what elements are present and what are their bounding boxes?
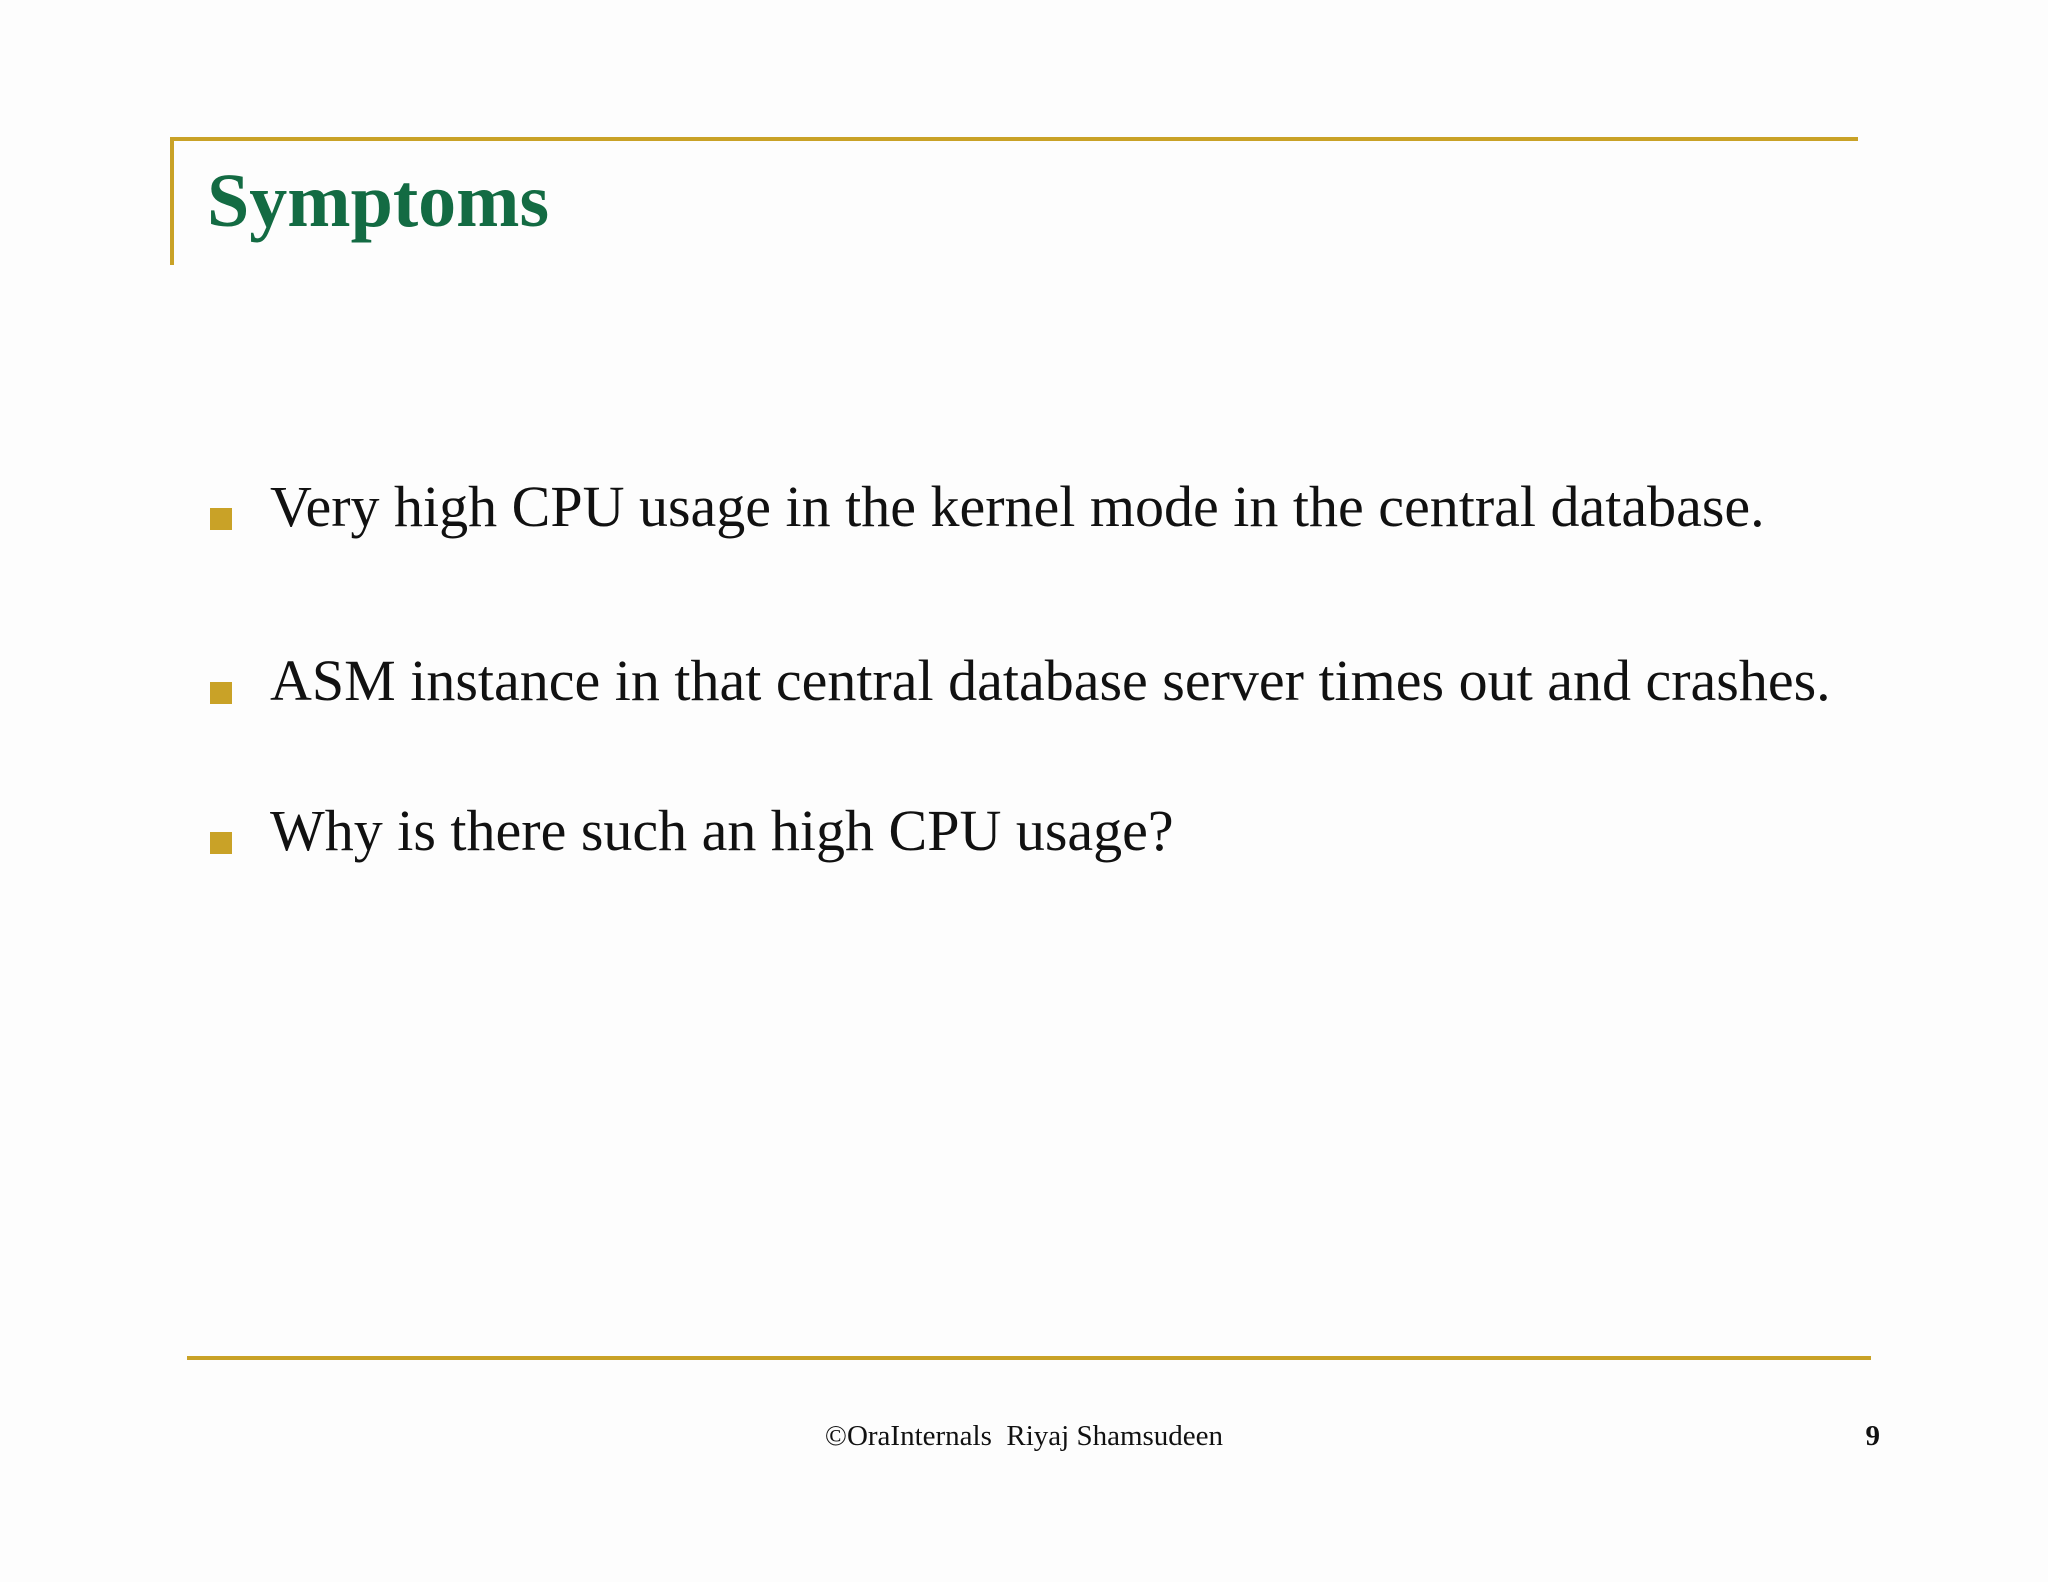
square-bullet-icon [210, 682, 232, 704]
bullet-item [210, 644, 1860, 718]
bullet-text: ASM instance in that central database server times out and crashes. [270, 648, 1831, 713]
page-number: 9 [1865, 1420, 1880, 1452]
footer-rule [187, 1356, 1871, 1360]
bullet-list [210, 470, 1860, 968]
square-bullet-icon [210, 508, 232, 530]
title-rule-top [170, 137, 1858, 141]
bullet-text: Why is there such an high CPU usage? [270, 798, 1174, 863]
square-bullet-icon [210, 832, 232, 854]
bullet-item [210, 470, 1860, 544]
slide-title: Symptoms [207, 159, 550, 243]
bullet-text: Very high CPU usage in the kernel mode in the central database. [270, 474, 1765, 539]
title-rule-left [170, 137, 174, 265]
footer-copyright: ©OraInternals Riyaj Shamsudeen [824, 1420, 1224, 1452]
bullet-item [210, 794, 1860, 868]
